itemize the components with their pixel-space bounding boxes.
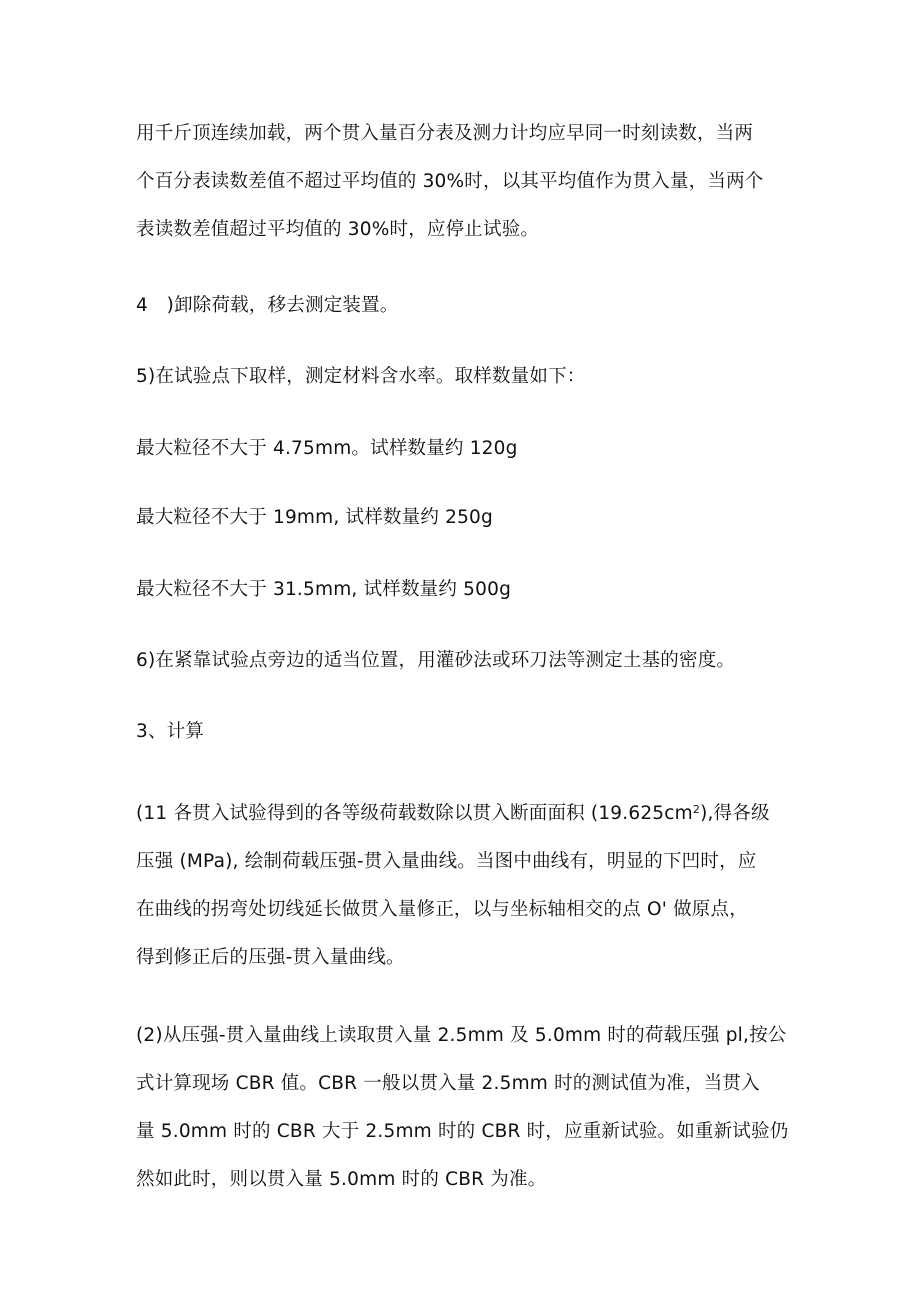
paragraph-sample-31-5mm [136,566,816,614]
text-line: 得到修正后的压强-贯入量曲线。 [136,947,405,968]
text-line: 6)在紧靠试验点旁边的适当位置，用灌砂法或环刀法等测定土基的密度。 [136,650,736,671]
superscript: 2 [692,803,701,816]
paragraph-sample-4-75mm [136,425,816,473]
text-line: 4 )卸除荷载，移去测定装置。 [136,295,399,316]
text-line: 式计算现场 CBR 值。CBR 一般以贯入量 2.5mm 时的测试值为准，当贯入 [136,1073,760,1094]
text-line: 个百分表读数差值不超过平均值的 30%时，以其平均值作为贯入量，当两个 [136,171,764,192]
text-line: 表读数差值超过平均值的 30%时，应停止试验。 [136,219,540,240]
text-line: 然如此时，则以贯入量 5.0mm 时的 CBR 为准。 [136,1169,547,1190]
paragraph-calculation-2 [136,1012,816,1204]
text-line: 最大粒径不大于 4.75mm。试样数量约 120g [136,438,518,459]
text-line: 5)在试验点下取样，测定材料含水率。取样数量如下： [136,366,586,387]
text-line: (2)从压强-贯入量曲线上读取贯入量 2.5mm 及 5.0mm 时的荷载压强 pl,按公 [136,1025,787,1046]
paragraph-step-4 [136,282,816,330]
text-line: 用千斤顶连续加载，两个贯入量百分表及测力计均应早同一时刻读数，当两 [136,123,754,144]
text-line: 压强 (MPa), 绘制荷载压强-贯入量曲线。当图中曲线有，明显的下凹时，应 [136,851,757,872]
text-line: 量 5.0mm 时的 CBR 大于 2.5mm 时的 CBR 时，应重新试验。如重新试验仍 [136,1121,789,1142]
paragraph-step-5 [136,353,816,401]
paragraph-calculation-1 [136,790,816,982]
text-line [136,790,816,838]
text-line: 最大粒径不大于 19mm, 试样数量约 250g [136,507,493,528]
section-heading-calculation [136,708,816,756]
paragraph-sample-19mm [136,494,816,542]
text-line: 在曲线的拐弯处切线延长做贯入量修正，以与坐标轴相交的点 O' 做原点， [136,899,748,920]
text-line: 最大粒径不大于 31.5mm, 试样数量约 500g [136,579,512,600]
text-line: 3、计算 [136,721,205,742]
text-fragment: ),得各级 [700,803,770,824]
paragraph-loading-procedure [136,110,816,254]
text-fragment: (11 各贯入试验得到的各等级荷载数除以贯入断面面积 (19.625cm [136,803,693,824]
paragraph-step-6 [136,637,816,685]
